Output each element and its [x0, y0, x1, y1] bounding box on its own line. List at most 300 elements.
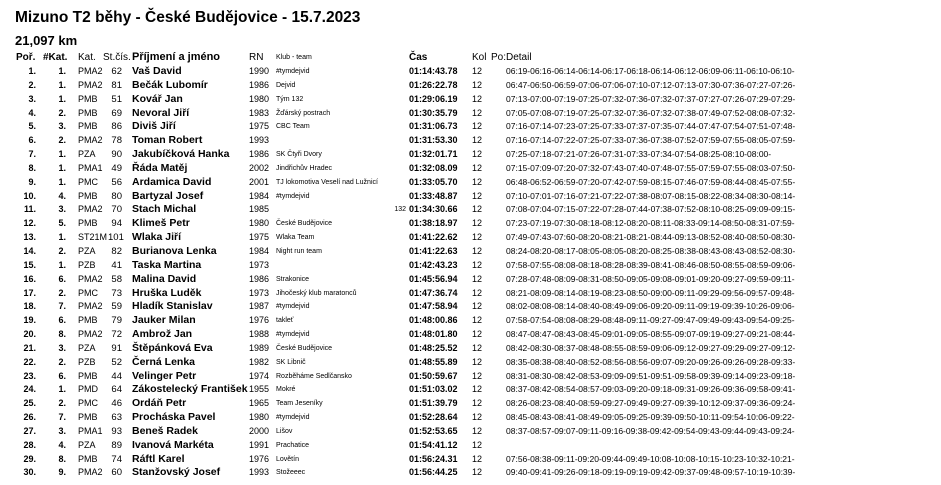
lap-detail: 09:40-09:41-09:26-09:18-09:19-09:19-09:42-09:37-09:48-09:57-10:19-10:39- — [506, 467, 796, 478]
header-club: Klub - team — [276, 54, 312, 61]
category: PMA1 — [78, 425, 103, 436]
runner-name: Jakubíčková Hanka — [132, 148, 230, 161]
start-number: 59 — [111, 301, 122, 313]
position: 20. — [23, 329, 36, 340]
finish-time: 01:32:01.71 — [409, 149, 458, 160]
birth-year: 1975 — [249, 232, 270, 243]
start-number: 69 — [111, 107, 122, 119]
header-rn: RN — [249, 52, 264, 63]
table-row — [0, 287, 941, 301]
position: 4. — [28, 107, 36, 118]
category-position: 1. — [58, 176, 66, 187]
table-row — [0, 107, 941, 121]
laps: 12 — [472, 273, 483, 284]
header-kat-por: #Kat. — [43, 52, 68, 63]
runner-name: Hladík Stanislav — [132, 300, 213, 313]
category: PMB — [78, 107, 98, 118]
category-position: 9. — [58, 467, 66, 478]
category: PMA2 — [78, 204, 103, 215]
table-row — [0, 231, 941, 245]
table-row — [0, 134, 941, 148]
position: 22. — [23, 356, 36, 367]
position: 29. — [23, 453, 36, 464]
table-row — [0, 120, 941, 134]
runner-name: Hruška Luděk — [132, 286, 202, 299]
start-number: 91 — [111, 342, 122, 354]
category: PMD — [78, 384, 98, 395]
club: Jihočeský klub maratonců — [276, 289, 357, 297]
start-number: 80 — [111, 190, 122, 202]
start-number: 56 — [111, 176, 122, 188]
table-row — [0, 259, 941, 273]
finish-time: 01:45:56.94 — [409, 273, 458, 284]
position: 26. — [23, 412, 36, 423]
runner-name: Ivanová Markéta — [132, 438, 214, 451]
finish-time: 01:31:06.73 — [409, 121, 458, 132]
position: 15. — [23, 259, 36, 270]
lap-detail: 08:37-08:42-08:54-08:57-09:03-09:20-09:18-09:31-09:26-09:36-09:58-09:41- — [506, 384, 796, 395]
category: PMB — [78, 370, 98, 381]
laps: 12 — [472, 121, 483, 132]
club-extra: 132 — [394, 206, 406, 214]
category: ST21M — [78, 232, 108, 243]
finish-time: 01:33:05.70 — [409, 176, 458, 187]
table-row — [0, 328, 941, 342]
runner-name: Bečák Lubomír — [132, 78, 208, 91]
position: 3. — [28, 93, 36, 104]
position: 23. — [23, 370, 36, 381]
laps: 12 — [472, 412, 483, 423]
finish-time: 01:33:48.87 — [409, 190, 458, 201]
category-position: 8. — [58, 329, 66, 340]
category: PMB — [78, 93, 98, 104]
club: SK Čtyři Dvory — [276, 151, 322, 159]
table-row — [0, 370, 941, 384]
category: PMA2 — [78, 79, 103, 90]
birth-year: 2001 — [249, 176, 270, 187]
category: PMA2 — [78, 329, 103, 340]
category: PMA2 — [78, 273, 103, 284]
laps: 12 — [472, 93, 483, 104]
table-row — [0, 314, 941, 328]
lap-detail: 06:19-06:16-06:14-06:14-06:17-06:18-06:14-06:12-06:09-06:11-06:10-06:10- — [506, 66, 795, 76]
birth-year: 1993 — [249, 467, 270, 478]
header-por: Poř. — [16, 52, 36, 63]
lap-detail: 06:47-06:50-06:59-07:06-07:06-07:10-07:12-07:13-07:30-07:36-07:27-07:26- — [506, 79, 796, 90]
laps: 12 — [472, 315, 483, 326]
runner-name: Burianova Lenka — [132, 244, 217, 257]
runner-name: Ráftl Karel — [132, 452, 185, 465]
club: #tymdejvid — [276, 68, 310, 75]
runner-name: Nevoral Jiří — [132, 106, 190, 119]
finish-time: 01:26:22.78 — [409, 79, 458, 90]
table-row — [0, 425, 941, 439]
birth-year: 1983 — [249, 107, 270, 118]
club: Team Jeseníky — [276, 400, 323, 408]
finish-time: 01:31:53.30 — [409, 135, 458, 146]
finish-time: 01:42:43.23 — [409, 259, 458, 270]
category-position: 1. — [58, 66, 66, 76]
position: 19. — [23, 315, 36, 326]
runner-name: Černá Lenka — [132, 355, 196, 368]
lap-detail: 07:58-07:55-08:08-08:18-08:28-08:39-08:41-08:46-08:50-08:55-08:59-09:06- — [506, 259, 796, 270]
position: 18. — [23, 301, 36, 312]
laps: 12 — [472, 384, 483, 395]
laps: 12 — [472, 259, 483, 270]
position: 25. — [23, 398, 36, 409]
position: 10. — [23, 190, 36, 201]
club: SK Libnič — [276, 358, 306, 366]
table-row — [0, 190, 941, 204]
laps: 12 — [472, 218, 483, 229]
lap-detail: 08:42-08:30-08:37-08:48-08:55-08:59-09:06-09:12-09:27-09:29-09:27-09:12- — [506, 342, 796, 353]
finish-time: 01:56:24.31 — [409, 453, 458, 464]
category-position: 1. — [58, 232, 66, 243]
table-row — [0, 453, 941, 467]
lap-detail: 07:05-07:08-07:19-07:25-07:32-07:36-07:32-07:38-07:49-07:52-08:08-07:32- — [506, 107, 796, 118]
laps: 12 — [472, 287, 483, 298]
club: Night run team — [276, 247, 322, 255]
start-number: 89 — [111, 439, 122, 451]
runner-name: Velinger Petr — [132, 369, 197, 382]
laps: 12 — [472, 135, 483, 146]
runner-name: Procháska Pavel — [132, 411, 216, 424]
birth-year: 1987 — [249, 301, 270, 312]
finish-time: 01:48:01.80 — [409, 329, 458, 340]
lap-detail: 08:26-08:23-08:40-08:59-09:27-09:49-09:27-09:39-10:12-09:37-09:36-09:24- — [506, 398, 796, 409]
start-number: 44 — [111, 370, 122, 382]
header-st: St.čís. — [103, 52, 131, 63]
club: České Budějovice — [276, 220, 333, 228]
table-row — [0, 466, 941, 480]
position: 12. — [23, 218, 36, 229]
lap-detail: 08:02-08:08-08:14-08:40-08:49-09:06-09:20-09:11-09:19-09:39-10:26-09:06- — [506, 301, 795, 312]
category-position: 2. — [58, 287, 66, 298]
club: TJ lokomotiva Veselí nad Lužnicí — [276, 178, 378, 186]
lap-detail: 08:24-08:20-08:17-08:05-08:05-08:20-08:25-08:38-08:43-08:43-08:52-08:30- — [506, 245, 796, 256]
runner-name: Jauker Milan — [132, 314, 196, 327]
lap-detail: 07:56-08:38-09:11-09:20-09:44-09:49-10:08-10:08-10:15-10:23-10:32-10:21- — [506, 453, 795, 464]
start-number: 46 — [111, 398, 122, 410]
runner-name: Ambrož Jan — [132, 328, 193, 341]
lap-detail: 06:48-06:52-06:59-07:20-07:42-07:59-08:15-07:46-07:59-08:44-08:45-07:55- — [506, 176, 796, 187]
laps: 12 — [472, 162, 483, 173]
runner-name: Kovář Jan — [132, 92, 183, 105]
category: PMB — [78, 190, 98, 201]
birth-year: 1985 — [249, 204, 270, 215]
category-position: 1. — [58, 79, 66, 90]
laps: 12 — [472, 356, 483, 367]
category: PZA — [78, 439, 96, 450]
start-number: 73 — [111, 287, 122, 299]
birth-year: 1986 — [249, 79, 270, 90]
finish-time: 01:52:53.65 — [409, 425, 458, 436]
category: PMB — [78, 218, 98, 229]
start-number: 64 — [111, 384, 122, 396]
category: PMB — [78, 453, 98, 464]
table-row — [0, 342, 941, 356]
finish-time: 01:14:43.78 — [409, 66, 458, 76]
start-number: 72 — [111, 329, 122, 341]
start-number: 93 — [111, 425, 122, 437]
club: Wlaka Team — [276, 234, 315, 242]
category-position: 8. — [58, 453, 66, 464]
category-position: 2. — [58, 107, 66, 118]
club: Dejvid — [276, 81, 296, 89]
table-row — [0, 383, 941, 397]
start-number: 49 — [111, 162, 122, 174]
category-position: 3. — [58, 204, 66, 215]
lap-detail: 07:58-07:54-08:08-08:29-08:48-09:11-09:27-09:47-09:49-09:43-09:54-09:25- — [506, 315, 795, 326]
club: Stožeeec — [276, 469, 306, 477]
birth-year: 1965 — [249, 398, 270, 409]
lap-detail: 07:49-07:43-07:60-08:20-08:21-08:21-08:44-09:13-08:52-08:40-08:50-08:30- — [506, 232, 796, 243]
club: Mokré — [276, 386, 296, 394]
club: Lovětín — [276, 455, 299, 463]
laps: 12 — [472, 176, 483, 187]
category: PZA — [78, 342, 96, 353]
birth-year: 1986 — [249, 149, 270, 160]
lap-detail: 08:47-08:47-08:43-08:45-09:01-09:05-08:55-09:07-09:19-09:27-09:21-08:44- — [506, 329, 796, 340]
laps: 12 — [472, 190, 483, 201]
start-number: 78 — [111, 135, 122, 147]
position: 27. — [23, 425, 36, 436]
club: #tymdejvid — [276, 303, 310, 311]
lap-detail: 07:23-07:19-07:30-08:18-08:12-08:20-08:11-08:33-09:14-08:50-08:31-07:59- — [506, 218, 795, 229]
table-row — [0, 162, 941, 176]
header-detail: Detail — [506, 52, 532, 63]
finish-time: 01:29:06.19 — [409, 93, 458, 104]
category-position: 2. — [58, 245, 66, 256]
table-row — [0, 397, 941, 411]
table-row — [0, 411, 941, 425]
category-position: 4. — [58, 439, 66, 450]
category: PZB — [78, 259, 96, 270]
club: České Budějovice — [276, 344, 333, 352]
laps: 12 — [472, 245, 483, 256]
lap-detail: 08:21-08:09-08:14-08:19-08:23-08:50-09:00-09:11-09:29-09:56-09:57-09:48- — [506, 287, 795, 298]
results-table — [0, 65, 941, 480]
laps: 12 — [472, 467, 483, 478]
club: Prachatice — [276, 441, 310, 449]
laps: 12 — [472, 439, 483, 450]
table-row — [0, 148, 941, 162]
runner-name: Beneš Radek — [132, 424, 198, 437]
birth-year: 1980 — [249, 218, 270, 229]
category: PMA2 — [78, 301, 103, 312]
laps: 12 — [472, 301, 483, 312]
lap-detail: 07:28-07:48-08:09-08:31-08:50-09:05-09:08-09:01-09:20-09:27-09:59-09:11- — [506, 273, 795, 284]
finish-time: 01:34:30.66 — [409, 204, 458, 215]
position: 5. — [28, 121, 36, 132]
finish-time: 01:54:41.12 — [409, 439, 458, 450]
birth-year: 1973 — [249, 259, 270, 270]
laps: 12 — [472, 66, 483, 76]
category-position: 7. — [58, 301, 66, 312]
laps: 12 — [472, 370, 483, 381]
header-kat: Kat. — [78, 52, 96, 63]
header-po: Po: — [491, 52, 507, 63]
club: Strakonice — [276, 275, 310, 283]
laps: 12 — [472, 149, 483, 160]
position: 9. — [28, 176, 36, 187]
runner-name: Zákostelecký František — [132, 383, 248, 396]
birth-year: 1988 — [249, 329, 270, 340]
start-number: 63 — [111, 412, 122, 424]
birth-year: 2002 — [249, 162, 270, 173]
category-position: 1. — [58, 384, 66, 395]
club: Rozběháme Sedlčansko — [276, 372, 352, 380]
birth-year: 1990 — [249, 66, 270, 76]
laps: 12 — [472, 342, 483, 353]
club: #tymdejvid — [276, 331, 310, 339]
table-row — [0, 439, 941, 453]
finish-time: 01:50:59.67 — [409, 370, 458, 381]
finish-time: 01:48:25.52 — [409, 342, 458, 353]
category-position: 2. — [58, 135, 66, 146]
category-position: 3. — [58, 342, 66, 353]
start-number: 101 — [108, 232, 124, 244]
finish-time: 01:41:22.63 — [409, 245, 458, 256]
category-position: 4. — [58, 190, 66, 201]
category: PMA2 — [78, 66, 103, 76]
club: takleť — [276, 317, 294, 325]
finish-time: 01:48:55.89 — [409, 356, 458, 367]
birth-year: 1991 — [249, 439, 270, 450]
position: 11. — [23, 204, 36, 215]
lap-detail: 08:31-08:30-08:42-08:53-09:09-09:51-09:51-09:58-09:39-09:14-09:23-09:18- — [506, 370, 796, 381]
position: 7. — [28, 149, 36, 160]
header-time: Čas — [409, 52, 428, 63]
club: Lišov — [276, 427, 293, 435]
position: 30. — [23, 467, 36, 478]
category: PMA1 — [78, 162, 103, 173]
club: Jindřichův Hradec — [276, 164, 333, 172]
birth-year: 1982 — [249, 356, 270, 367]
start-number: 74 — [111, 453, 122, 465]
start-number: 94 — [111, 218, 122, 230]
birth-year: 1980 — [249, 93, 270, 104]
start-number: 60 — [111, 467, 122, 479]
distance-label: 21,097 km — [15, 33, 78, 48]
birth-year: 1986 — [249, 273, 270, 284]
lap-detail: 08:35-08:38-08:40-08:52-08:56-08:56-09:07-09:20-09:26-09:26-09:28-09:33- — [506, 356, 796, 367]
birth-year: 1974 — [249, 370, 270, 381]
club: CBC Team — [276, 123, 310, 131]
start-number: 41 — [111, 259, 122, 271]
finish-time: 01:47:58.94 — [409, 301, 458, 312]
table-row — [0, 300, 941, 314]
runner-name: Ordáň Petr — [132, 397, 187, 410]
table-row — [0, 217, 941, 231]
lap-detail: 07:16-07:14-07:23-07:25-07:33-07:37-07:35-07:44-07:47-07:54-07:51-07:48- — [506, 121, 796, 132]
finish-time: 01:51:39.79 — [409, 398, 458, 409]
runner-name: Stanžovský Josef — [132, 466, 221, 479]
page-title: Mizuno T2 běhy - České Budějovice - 15.7.2023 — [15, 9, 361, 26]
birth-year: 1980 — [249, 412, 270, 423]
club: #tymdejvid — [276, 414, 310, 422]
category: PMB — [78, 315, 98, 326]
start-number: 90 — [111, 149, 122, 161]
table-row — [0, 176, 941, 190]
lap-detail: 08:37-08:57-09:07-09:11-09:16-09:38-09:42-09:54-09:43-09:44-09:43-09:24- — [506, 425, 795, 436]
runner-name: Taska Martina — [132, 258, 202, 271]
laps: 12 — [472, 453, 483, 464]
runner-name: Ardamica David — [132, 175, 212, 188]
lap-detail: 07:10-07:01-07:16-07:21-07:22-07:38-08:07-08:15-08:22-08:34-08:30-08:14- — [506, 190, 796, 201]
runner-name: Vaš David — [132, 65, 182, 77]
lap-detail: 07:15-07:09-07:20-07:32-07:43-07:40-07:48-07:55-07:59-07:55-08:03-07:50- — [506, 162, 796, 173]
start-number: 58 — [111, 273, 122, 285]
laps: 12 — [472, 79, 483, 90]
laps: 12 — [472, 204, 483, 215]
category: PZA — [78, 245, 96, 256]
start-number: 70 — [111, 204, 122, 216]
birth-year: 1984 — [249, 245, 270, 256]
position: 14. — [23, 245, 36, 256]
category: PMC — [78, 398, 98, 409]
finish-time: 01:41:22.62 — [409, 232, 458, 243]
table-row — [0, 245, 941, 259]
category-position: 6. — [58, 273, 66, 284]
category-position: 3. — [58, 425, 66, 436]
laps: 12 — [472, 425, 483, 436]
club: #tymdejvid — [276, 192, 310, 200]
start-number: 82 — [111, 245, 122, 257]
position: 8. — [28, 162, 36, 173]
laps: 12 — [472, 329, 483, 340]
birth-year: 1984 — [249, 190, 270, 201]
category: PMC — [78, 176, 98, 187]
table-row — [0, 65, 941, 79]
position: 24. — [23, 384, 36, 395]
category-position: 6. — [58, 315, 66, 326]
table-row — [0, 203, 941, 217]
category-position: 1. — [58, 259, 66, 270]
category-position: 2. — [58, 356, 66, 367]
finish-time: 01:30:35.79 — [409, 107, 458, 118]
birth-year: 1955 — [249, 384, 270, 395]
runner-name: Řáda Matěj — [132, 161, 188, 174]
runner-name: Malina David — [132, 272, 197, 285]
category-position: 1. — [58, 93, 66, 104]
category-position: 5. — [58, 218, 66, 229]
finish-time: 01:52:28.64 — [409, 412, 458, 423]
category: PZB — [78, 356, 96, 367]
start-number: 52 — [111, 356, 122, 368]
birth-year: 1975 — [249, 121, 270, 132]
start-number: 62 — [111, 66, 122, 77]
start-number: 86 — [111, 121, 122, 133]
position: 13. — [23, 232, 36, 243]
birth-year: 1993 — [249, 135, 270, 146]
position: 6. — [28, 135, 36, 146]
birth-year: 1976 — [249, 315, 270, 326]
category-position: 1. — [58, 162, 66, 173]
club: Žďárský postrach — [276, 109, 331, 117]
finish-time: 01:32:08.09 — [409, 162, 458, 173]
finish-time: 01:38:18.97 — [409, 218, 458, 229]
header-name: Příjmení a jméno — [132, 51, 221, 63]
position: 17. — [23, 287, 36, 298]
table-row — [0, 273, 941, 287]
position: 28. — [23, 439, 36, 450]
runner-name: Štěpánková Eva — [132, 341, 213, 354]
finish-time: 01:56:44.25 — [409, 467, 458, 478]
runner-name: Toman Robert — [132, 134, 203, 147]
lap-detail: 07:16-07:14-07:22-07:25-07:33-07:36-07:38-07:52-07:59-07:55-08:05-07:59- — [506, 135, 796, 146]
position: 2. — [28, 79, 36, 90]
